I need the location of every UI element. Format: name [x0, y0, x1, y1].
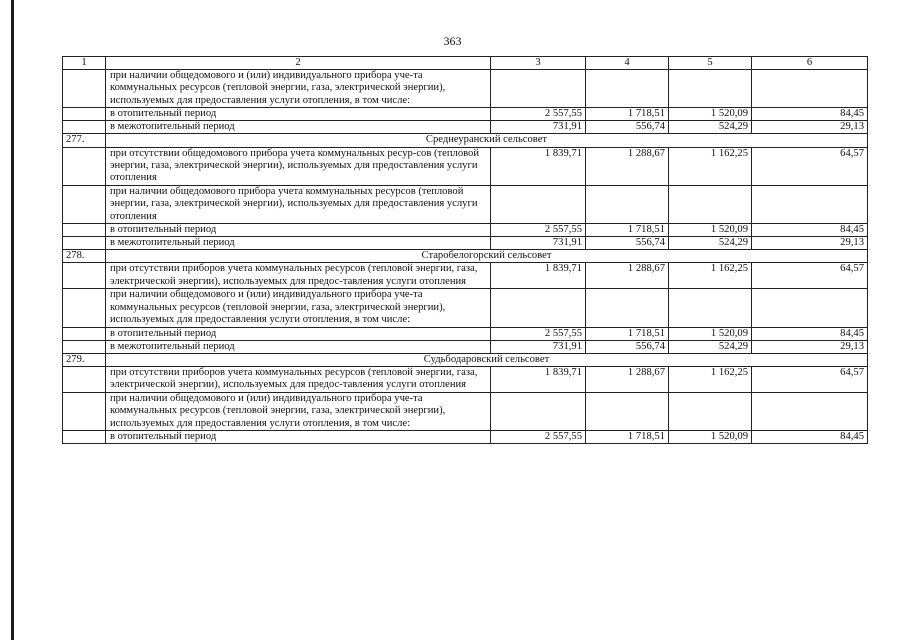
- index-cell: [63, 237, 106, 250]
- description-cell: при отсутствии приборов учета коммунальных ресурсов (тепловой энергии, газа, электрической энергии), используемых для предос-тавления услуги отопления: [106, 366, 491, 392]
- value-cell-col3: 1 839,71: [491, 147, 586, 185]
- index-cell: [63, 289, 106, 327]
- value-cell-col3: 731,91: [491, 121, 586, 134]
- value-cell-col5: [669, 70, 752, 108]
- index-cell: [63, 108, 106, 121]
- col-header-6: 6: [752, 57, 868, 70]
- description-cell: при отсутствии общедомового прибора учета коммунальных ресур-сов (тепловой энергии, газа, электрической энергии), используемых для предоставления услуги отопления: [106, 147, 491, 185]
- section-number: 279.: [63, 353, 106, 366]
- value-cell-col5: 1 162,25: [669, 147, 752, 185]
- value-cell-col4: 1 718,51: [586, 327, 669, 340]
- value-cell-col5: 1 520,09: [669, 327, 752, 340]
- table-row: [63, 366, 868, 392]
- value-cell-col3: 1 839,71: [491, 366, 586, 392]
- value-cell-col3: 2 557,55: [491, 224, 586, 237]
- section-number: 277.: [63, 134, 106, 147]
- value-cell-col5: 1 520,09: [669, 108, 752, 121]
- value-cell-col5: 1 520,09: [669, 224, 752, 237]
- col-header-2: 2: [106, 57, 491, 70]
- description-cell: в отопительный период: [106, 224, 491, 237]
- table-row: [63, 263, 868, 289]
- value-cell-col4: 1 288,67: [586, 366, 669, 392]
- table-row: [63, 121, 868, 134]
- value-cell-col5: 524,29: [669, 340, 752, 353]
- value-cell-col4: 1 718,51: [586, 430, 669, 443]
- value-cell-col3: 731,91: [491, 237, 586, 250]
- table-row: [63, 147, 868, 185]
- index-cell: [63, 430, 106, 443]
- value-cell-col3: 731,91: [491, 340, 586, 353]
- description-cell: при отсутствии приборов учета коммунальных ресурсов (тепловой энергии, газа, электрической энергии), используемых для предос-тавления услуги отопления: [106, 263, 491, 289]
- value-cell-col6: [752, 185, 868, 223]
- value-cell-col6: 64,57: [752, 263, 868, 289]
- table-row: [63, 327, 868, 340]
- value-cell-col6: 84,45: [752, 430, 868, 443]
- value-cell-col5: 524,29: [669, 237, 752, 250]
- description-cell: в межотопительный период: [106, 237, 491, 250]
- table-row: [63, 340, 868, 353]
- value-cell-col3: [491, 185, 586, 223]
- page-number: 363: [443, 34, 462, 48]
- table-body: [63, 57, 868, 444]
- index-cell: [63, 185, 106, 223]
- value-cell-col5: 1 162,25: [669, 366, 752, 392]
- value-cell-col4: [586, 70, 669, 108]
- table-row: [63, 108, 868, 121]
- value-cell-col3: 2 557,55: [491, 327, 586, 340]
- value-cell-col4: [586, 185, 669, 223]
- value-cell-col4: 1 718,51: [586, 108, 669, 121]
- value-cell-col6: [752, 289, 868, 327]
- description-cell: в межотопительный период: [106, 121, 491, 134]
- col-header-1: 1: [63, 57, 106, 70]
- value-cell-col4: [586, 289, 669, 327]
- value-cell-col5: [669, 185, 752, 223]
- value-cell-col4: 556,74: [586, 121, 669, 134]
- index-cell: [63, 263, 106, 289]
- value-cell-col6: 29,13: [752, 237, 868, 250]
- value-cell-col6: 84,45: [752, 108, 868, 121]
- value-cell-col4: 1 718,51: [586, 224, 669, 237]
- value-cell-col6: 29,13: [752, 121, 868, 134]
- table-row: [63, 289, 868, 327]
- description-cell: при наличии общедомового и (или) индивидуального прибора уче-та коммунальных ресурсов (тепловой энергии, газа, электрической энергии), используемых для предоставления услуги отопления, в том числе:: [106, 392, 491, 430]
- value-cell-col4: 1 288,67: [586, 263, 669, 289]
- index-cell: [63, 121, 106, 134]
- description-cell: при наличии общедомового прибора учета коммунальных ресурсов (тепловой энергии, газа, электрической энергии), используемых для предоставления услуги отопления: [106, 185, 491, 223]
- value-cell-col5: [669, 392, 752, 430]
- section-row: [63, 134, 868, 147]
- index-cell: [63, 70, 106, 108]
- section-title: Старобелогорский сельсовет: [106, 250, 868, 263]
- value-cell-col3: [491, 289, 586, 327]
- value-cell-col6: 64,57: [752, 147, 868, 185]
- description-cell: в отопительный период: [106, 108, 491, 121]
- section-title: Среднеуранский сельсовет: [106, 134, 868, 147]
- value-cell-col5: 524,29: [669, 121, 752, 134]
- value-cell-col3: 2 557,55: [491, 108, 586, 121]
- value-cell-col4: [586, 392, 669, 430]
- table-row: [63, 224, 868, 237]
- value-cell-col3: 1 839,71: [491, 263, 586, 289]
- value-cell-col4: 556,74: [586, 237, 669, 250]
- value-cell-col6: [752, 70, 868, 108]
- value-cell-col6: 64,57: [752, 366, 868, 392]
- value-cell-col4: 556,74: [586, 340, 669, 353]
- col-header-4: 4: [586, 57, 669, 70]
- description-cell: в отопительный период: [106, 327, 491, 340]
- value-cell-col6: 84,45: [752, 224, 868, 237]
- section-row: [63, 353, 868, 366]
- description-cell: в отопительный период: [106, 430, 491, 443]
- index-cell: [63, 147, 106, 185]
- value-cell-col3: 2 557,55: [491, 430, 586, 443]
- table-row: [63, 70, 868, 108]
- table-row: [63, 185, 868, 223]
- index-cell: [63, 392, 106, 430]
- header-row: [63, 57, 868, 70]
- table-row: [63, 392, 868, 430]
- table-row: [63, 237, 868, 250]
- description-cell: при наличии общедомового и (или) индивидуального прибора уче-та коммунальных ресурсов (тепловой энергии, газа, электрической энергии), используемых для предоставления услуги отопления, в том числе:: [106, 289, 491, 327]
- index-cell: [63, 366, 106, 392]
- section-number: 278.: [63, 250, 106, 263]
- value-cell-col6: 84,45: [752, 327, 868, 340]
- table-row: [63, 430, 868, 443]
- section-row: [63, 250, 868, 263]
- description-cell: при наличии общедомового и (или) индивидуального прибора уче-та коммунальных ресурсов (тепловой энергии, газа, электрической энергии), используемых для предоставления услуги отопления, в том числе:: [106, 70, 491, 108]
- value-cell-col6: [752, 392, 868, 430]
- col-header-3: 3: [491, 57, 586, 70]
- description-cell: в межотопительный период: [106, 340, 491, 353]
- value-cell-col5: 1 520,09: [669, 430, 752, 443]
- value-cell-col5: 1 162,25: [669, 263, 752, 289]
- value-cell-col3: [491, 70, 586, 108]
- index-cell: [63, 327, 106, 340]
- value-cell-col3: [491, 392, 586, 430]
- tariff-table: [62, 56, 868, 444]
- section-title: Судьбодаровский сельсовет: [106, 353, 868, 366]
- index-cell: [63, 224, 106, 237]
- value-cell-col5: [669, 289, 752, 327]
- page-edge-bar: [11, 0, 14, 640]
- value-cell-col6: 29,13: [752, 340, 868, 353]
- col-header-5: 5: [669, 57, 752, 70]
- value-cell-col4: 1 288,67: [586, 147, 669, 185]
- index-cell: [63, 340, 106, 353]
